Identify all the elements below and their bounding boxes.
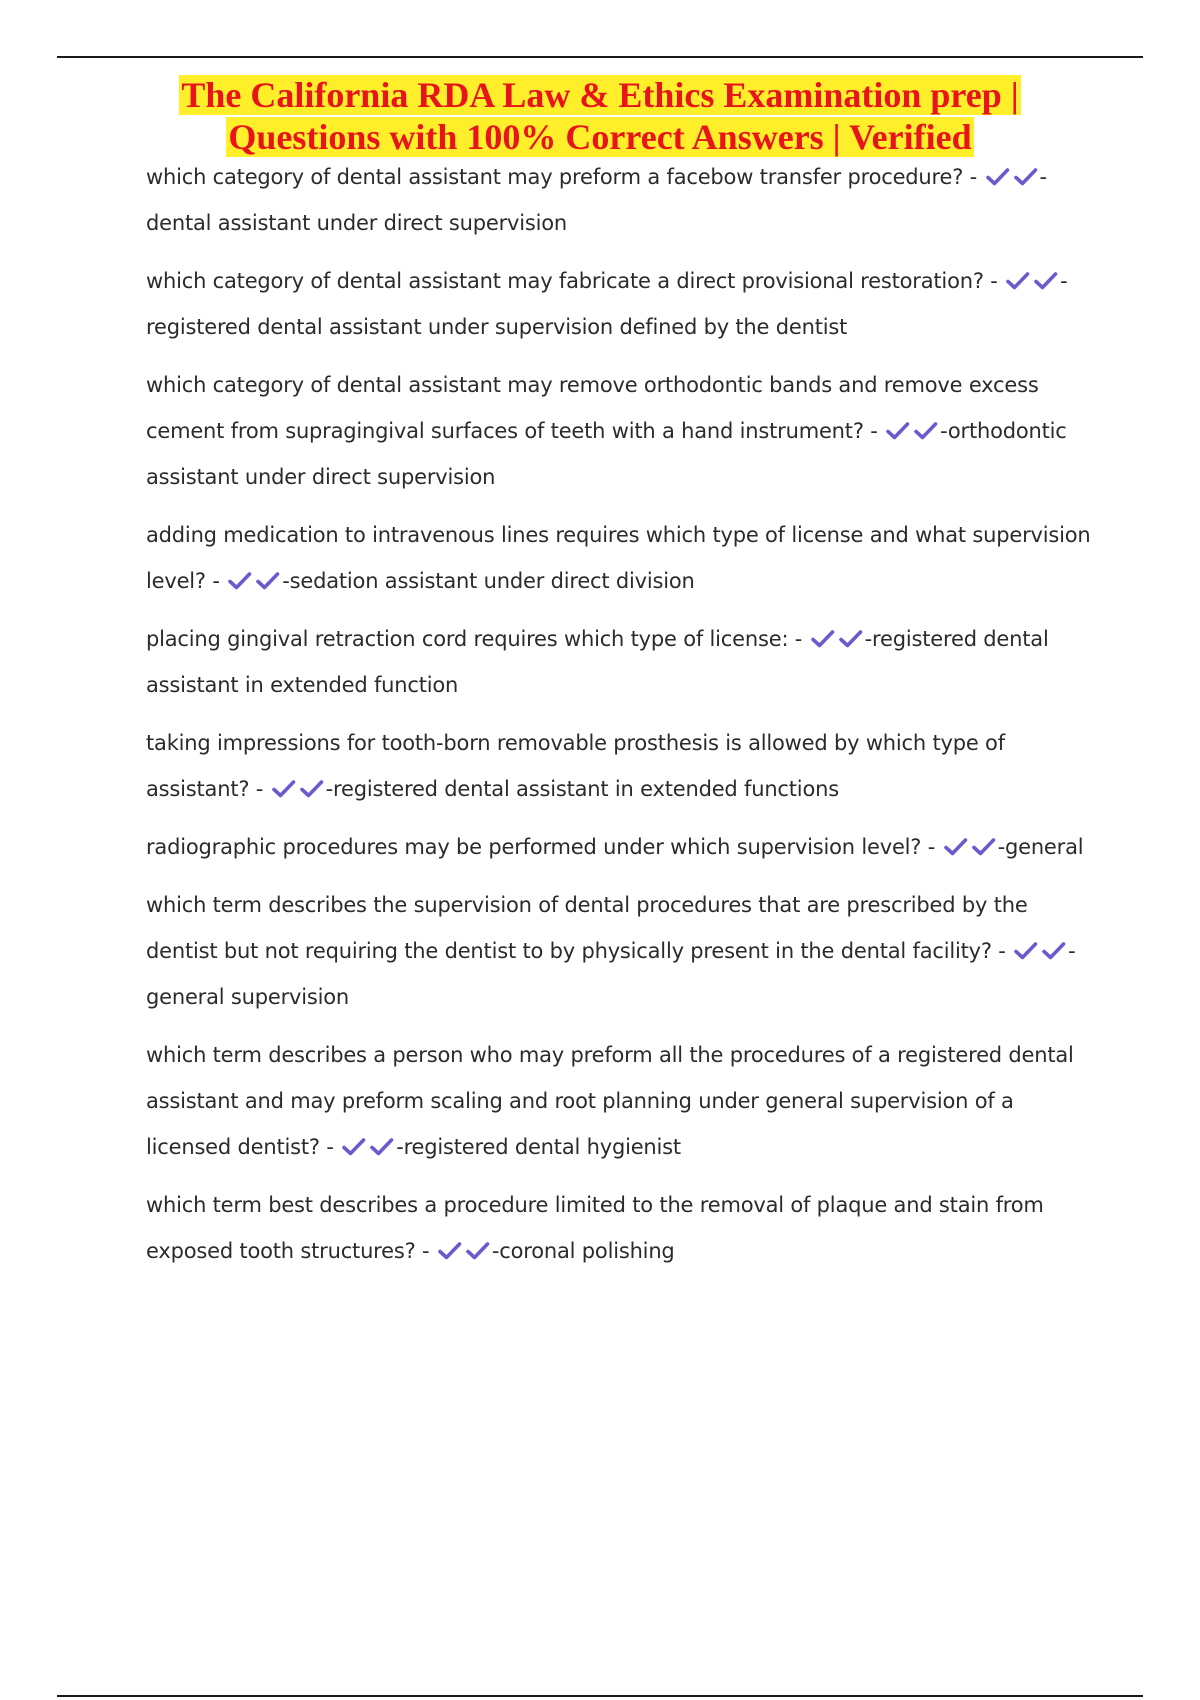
double-checkmark-icon [943, 836, 969, 858]
double-checkmark-icon [1033, 270, 1059, 292]
answer-text: -general [997, 835, 1084, 859]
double-checkmark-icon [227, 570, 253, 592]
bottom-rule [57, 1695, 1143, 1697]
qa-item [146, 824, 1096, 870]
document-title [100, 74, 1100, 158]
qa-item [146, 362, 1096, 500]
double-checkmark-icon [255, 570, 281, 592]
answer-text: -registered dental assistant in extended functions [325, 777, 839, 801]
qa-list [146, 154, 1096, 1286]
qa-item [146, 1032, 1096, 1170]
double-checkmark-icon [271, 778, 297, 800]
qa-item [146, 512, 1096, 604]
answer-text: -dental assistant under direct supervision [146, 165, 1047, 235]
double-checkmark-icon [341, 1136, 367, 1158]
answer-text: -coronal polishing [491, 1239, 675, 1263]
answer-text: -registered dental assistant under supervision defined by the dentist [146, 269, 1068, 339]
question-text: which category of dental assistant may fabricate a direct provisional restoration? - [146, 269, 998, 293]
double-checkmark-icon [1005, 270, 1031, 292]
double-checkmark-icon [838, 628, 864, 650]
double-checkmark-icon [885, 420, 911, 442]
title-line-2: Questions with 100% Correct Answers | Verified [228, 117, 972, 157]
qa-item [146, 882, 1096, 1020]
double-checkmark-icon [971, 836, 997, 858]
answer-text: -general supervision [146, 939, 1076, 1009]
answer-text: -registered dental hygienist [396, 1135, 681, 1159]
question-text: which term best describes a procedure limited to the removal of plaque and stain from exposed tooth structures? - [146, 1193, 1044, 1263]
qa-item [146, 720, 1096, 812]
question-text: which category of dental assistant may remove orthodontic bands and remove excess cement from supragingival surfaces of teeth with a hand instrument? - [146, 373, 1039, 443]
qa-item [146, 258, 1096, 350]
double-checkmark-icon [437, 1240, 463, 1262]
double-checkmark-icon [465, 1240, 491, 1262]
question-text: which term describes a person who may preform all the procedures of a registered dental assistant and may preform scaling and root planning under general supervision of a licensed dentist? - [146, 1043, 1074, 1159]
double-checkmark-icon [913, 420, 939, 442]
double-checkmark-icon [299, 778, 325, 800]
question-text: adding medication to intravenous lines requires which type of license and what supervision level? - [146, 523, 1091, 593]
double-checkmark-icon [810, 628, 836, 650]
question-text: which category of dental assistant may preform a facebow transfer procedure? - [146, 165, 978, 189]
qa-item [146, 1182, 1096, 1274]
question-text: radiographic procedures may be performed under which supervision level? - [146, 835, 936, 859]
double-checkmark-icon [1013, 940, 1039, 962]
qa-item [146, 154, 1096, 246]
question-text: taking impressions for tooth-born removable prosthesis is allowed by which type of assistant? - [146, 731, 1005, 801]
top-rule [57, 56, 1143, 58]
answer-text: -registered dental assistant in extended function [146, 627, 1049, 697]
answer-text: -orthodontic assistant under direct supervision [146, 419, 1067, 489]
double-checkmark-icon [985, 166, 1011, 188]
qa-item [146, 616, 1096, 708]
double-checkmark-icon [1013, 166, 1039, 188]
answer-text: -sedation assistant under direct division [282, 569, 695, 593]
question-text: which term describes the supervision of dental procedures that are prescribed by the dentist but not requiring the dentist to by physically present in the dental facility? - [146, 893, 1028, 963]
question-text: placing gingival retraction cord requires which type of license: - [146, 627, 803, 651]
title-line-1: The California RDA Law & Ethics Examination prep | [181, 75, 1019, 115]
double-checkmark-icon [369, 1136, 395, 1158]
double-checkmark-icon [1041, 940, 1067, 962]
